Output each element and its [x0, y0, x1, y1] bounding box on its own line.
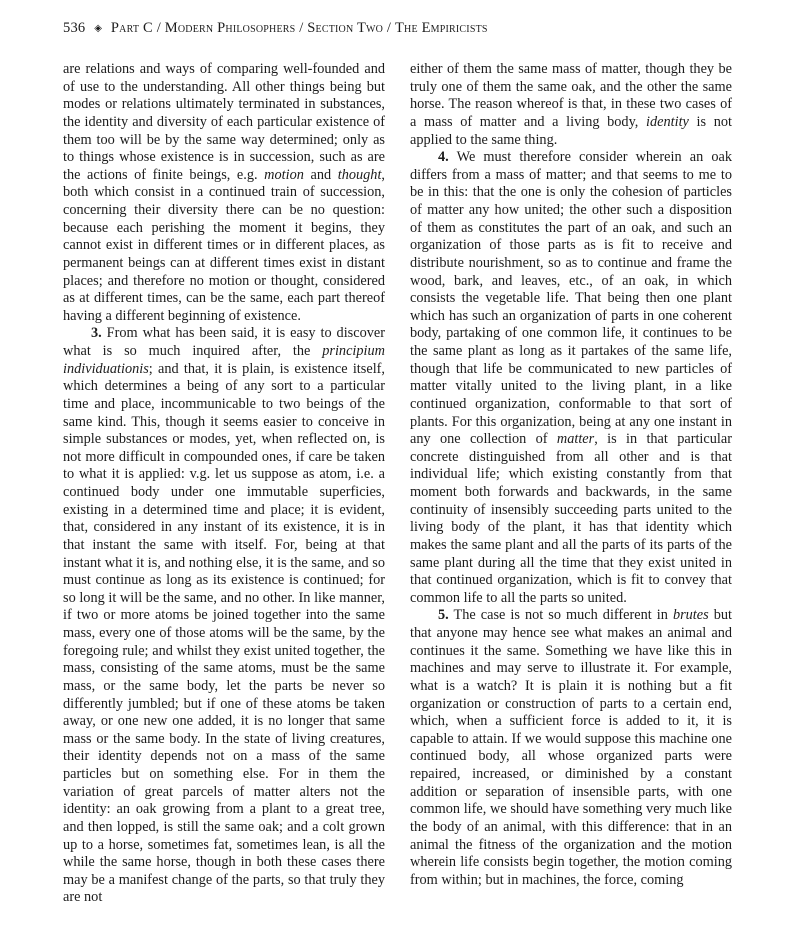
- page-number: 536: [63, 20, 86, 36]
- text-run: From what has been said, it is easy to discover what is so much inquired after, the: [63, 325, 385, 359]
- italic-term: matter: [556, 431, 595, 448]
- text-run: The case is not so much different in: [448, 607, 673, 624]
- text-run: , both which consist in a continued train of succession, concerning their diversity there can be no question: because each perishing the moment it begins, they cannot exist in different times or in different places, as permanent beings can at different times exist in distant places; and therefore no motion or thought, considered as at different times, can be the same, each part thereof having a different beginning of existence.: [63, 166, 385, 324]
- italic-term: principium individuationis: [63, 343, 385, 377]
- header-section: Section Two: [307, 20, 384, 36]
- paragraph-3: [63, 325, 385, 907]
- section-number: 3.: [91, 325, 102, 342]
- paragraph-4: [410, 149, 732, 607]
- header-separator: /: [156, 20, 161, 36]
- text-run: is not applied to the same thing.: [410, 113, 732, 148]
- section-number: 5.: [438, 607, 449, 624]
- text-run: either of them the same mass of matter, though they be truly one of them the same oak, and the other the same horse. The reason whereof is that, in these two cases of a mass of matter and a living body,: [410, 61, 732, 130]
- left-column: [63, 61, 385, 907]
- diamond-ornament-icon: ◈: [94, 23, 103, 34]
- text-run: and: [303, 166, 338, 183]
- header-subsection: The Empiricists: [394, 20, 488, 36]
- paragraph-continuation: [410, 61, 732, 149]
- paragraph-5: [410, 607, 732, 889]
- italic-term: thought: [337, 166, 382, 183]
- text-run: We must therefore consider wherein an oak differs from a mass of matter; and that seems to me to be in this: that the one is only the cohesion of particles of matter any how united; the other such a disposition of them as constitutes the part of an oak, and such an organization of those parts as is fit to receive and distribute nourishment, so as to continue and frame the wood, bark, and leaves, etc., of an oak, in which consists the vegetable life. That being then one plant which has such an organization of parts in one coherent body, partaking of one common life, it continues to be the same plant as long as it partakes of the same life, though that life be communicated to new particles of matter vitally united to the living plant, in a like continued organization, conformable to that sort of plants. For this organization, being at any one instant in any one collection of: [410, 149, 732, 448]
- italic-term: identity: [646, 113, 689, 130]
- text-run: , is in that particular concrete distinguished from all other and is that individual life; which existing constantly from that moment both forwards and backwards, in the same continuity of insensibly succeeding parts united to the living body of the plant, it has that identity which makes the same plant and all the parts of its parts of the same plant during all the time that they exist united in that continued organization, which is fit to convey that common life to all the parts so united.: [410, 431, 732, 606]
- section-number: 4.: [438, 149, 449, 166]
- text-run: are relations and ways of comparing well-founded and of use to the understanding. All other things being but modes or relations ultimately terminated in substances, the identity and diversity of each particular existence of them too will be by the same way determined; only as to things whose existence is in succession, such as are the actions of finite beings, e.g.: [63, 61, 385, 183]
- right-column: [410, 61, 732, 889]
- header-part: Part C: [110, 20, 153, 36]
- text-run: but that anyone may hence see what makes an animal and continues it the same. Something we have like this in machines and may serve to illustrate it. For example, what is a watch? It is plain it is nothing but a fit organization or construction of parts to a certain end, which, when a sufficient force is added to it, it is capable to attain. If we would suppose this machine one continued body, all whose organized parts were repaired, increased, or diminished by a constant addition or separation of insensible parts, with one common life, we should have something very much like the body of an animal, with this difference: that in an animal the fitness of the organization and the motion wherein life consists begin together, the motion coming from within; but in machines, the force, coming: [410, 607, 732, 888]
- header-separator: /: [299, 20, 304, 36]
- paragraph-continuation: [63, 61, 385, 325]
- header-section-title: Modern Philosophers: [164, 20, 296, 36]
- header-separator: /: [386, 20, 392, 36]
- running-header: [63, 20, 743, 37]
- text-run: ; and that, it is plain, is existence itself, which determines a being of any sort to a particular time and place, incommunicable to two beings of the same kind. This, though it seems easier to conceive in simple substances or modes, yet, when reflected on, is not more difficult in compounded ones, if care be taken to what it is applied: v.g. let us suppose as atom, i.e. a continued body under one immutable superficies, existing in a determined time and place; it is evident, that, considered in any instant of its existence, it is in that instant the same with itself. For, being at that instant what it is, and nothing else, it is the same, and so must continue as long as its existence is continued; for so long it will be the same, and no other. In like manner, if two or more atoms be joined together into the same mass, every one of those atoms will be the same, by the foregoing rule; and whilst they exist united together, the mass, consisting of the same atoms, must be the same mass, or the same body, let the parts be never so differently jumbled; but if one of these atoms be taken away, or one new one added, it is no longer that same mass or the same body. In the state of living creatures, their identity depends not on a mass of the same particles but on something else. For in them the variation of great parcels of matter alters not the identity: an oak growing from a plant to a great tree, and then lopped, is still the same oak; and a colt grown up to a horse, sometimes fat, sometimes lean, is all the while the same horse, though in both these cases there may be a manifest change of the parts, so that truly they are not: [63, 360, 385, 906]
- italic-term: brutes: [672, 607, 709, 624]
- italic-term: motion: [264, 166, 304, 183]
